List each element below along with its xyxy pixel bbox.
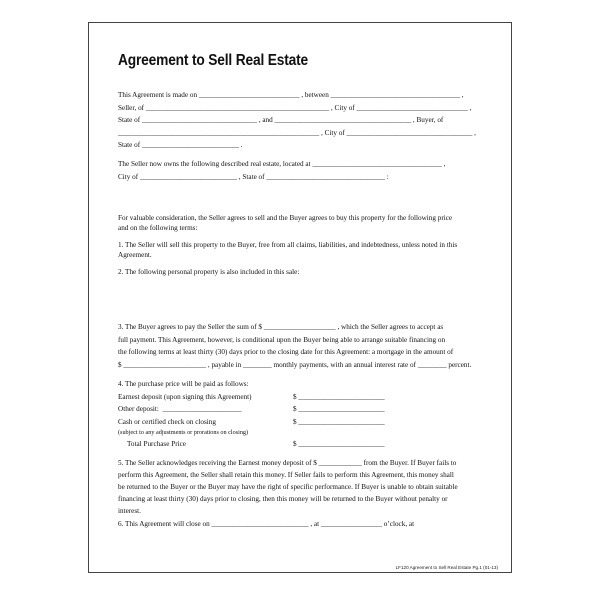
total-price-label: Total Purchase Price <box>127 440 186 448</box>
term-4-heading: 4. The purchase price will be paid as follows: <box>118 380 249 388</box>
term-3-line-2: full payment. This Agreement, however, is conditional upon the Buyer being able to arrange suitable financing on <box>118 336 446 344</box>
property-line-1: The Seller now owns the following described real estate, located at ____________________________________ , <box>118 160 446 168</box>
other-deposit-label: Other deposit: ______________________ <box>118 405 242 413</box>
parties-line-4: ________________________________________________________ , City of ___________________________________ , <box>118 129 476 137</box>
term-3-line-4: $ _______________________ , payable in ________ monthly payments, with an annual interest rate of ________ percent. <box>118 361 472 369</box>
term-5-line-3: be returned to the Buyer or the Buyer may have the right of specific performance. If Buyer is unable to obtain suitable <box>118 483 458 491</box>
term-1-line-1: 1. The Seller will sell this property to the Buyer, free from all claims, liabilities, and indebtedness, unless noted in this <box>118 241 458 249</box>
term-2: 2. The following personal property is also included in this sale: <box>118 268 300 276</box>
parties-line-1: This Agreement is made on ____________________________ , between ____________________________________ , <box>118 91 464 99</box>
term-5-line-5: interest. <box>118 507 141 515</box>
parties-line-2: Seller, of ___________________________________________________ , City of _______________________________ , <box>118 104 472 112</box>
earnest-deposit-amount: $ ________________________ <box>293 393 385 401</box>
cash-closing-label: Cash or certified check on closing <box>118 418 216 426</box>
parties-line-5: State of ___________________________ . <box>118 141 243 149</box>
parties-line-3: State of ________________________________ , and ______________________________________ , Buyer, of <box>118 116 444 124</box>
document-title: Agreement to Sell Real Estate <box>118 52 309 69</box>
other-deposit-amount: $ ________________________ <box>293 405 385 413</box>
term-5-line-4: financing at least thirty (30) days prior to closing, then this money will be returned to the Buyer without penalty or <box>118 495 448 503</box>
term-3-line-1: 3. The Buyer agrees to pay the Seller the sum of $ ____________________ , which the Seller agrees to accept as <box>118 323 444 331</box>
term-5-line-2: perform this Agreement, the Seller shall retain this money. If Seller fails to perform this Agreement, this money shall <box>118 471 454 479</box>
term-3-line-3: the following terms at least thirty (30) days prior to the closing date for this Agreement: a mortgage in the amount of <box>118 348 454 356</box>
consideration-line-1: For valuable consideration, the Seller agrees to sell and the Buyer agrees to buy this property for the following price <box>118 214 453 222</box>
consideration-line-2: and on the following terms: <box>118 224 198 232</box>
earnest-deposit-label: Earnest deposit (upon signing this Agreement) <box>118 393 252 401</box>
form-footer: LF120 Agreement to Sell Real Estate Pg.1 (01-13) <box>395 565 498 570</box>
term-6: 6. This Agreement will close on ___________________________ , at _________________ o’clock, at <box>118 520 415 528</box>
term-1-line-2: Agreement. <box>118 251 152 259</box>
cash-closing-note: (subject to any adjustments or prorations on closing) <box>118 429 249 436</box>
cash-closing-amount: $ ________________________ <box>293 418 385 426</box>
term-5-line-1: 5. The Seller acknowledges receiving the Earnest money deposit of $ ____________ from the Buyer. If Buyer fails to <box>118 459 457 467</box>
total-price-amount: $ ________________________ <box>293 440 385 448</box>
property-line-2: City of ___________________________ , State of _________________________________ : <box>118 173 389 181</box>
